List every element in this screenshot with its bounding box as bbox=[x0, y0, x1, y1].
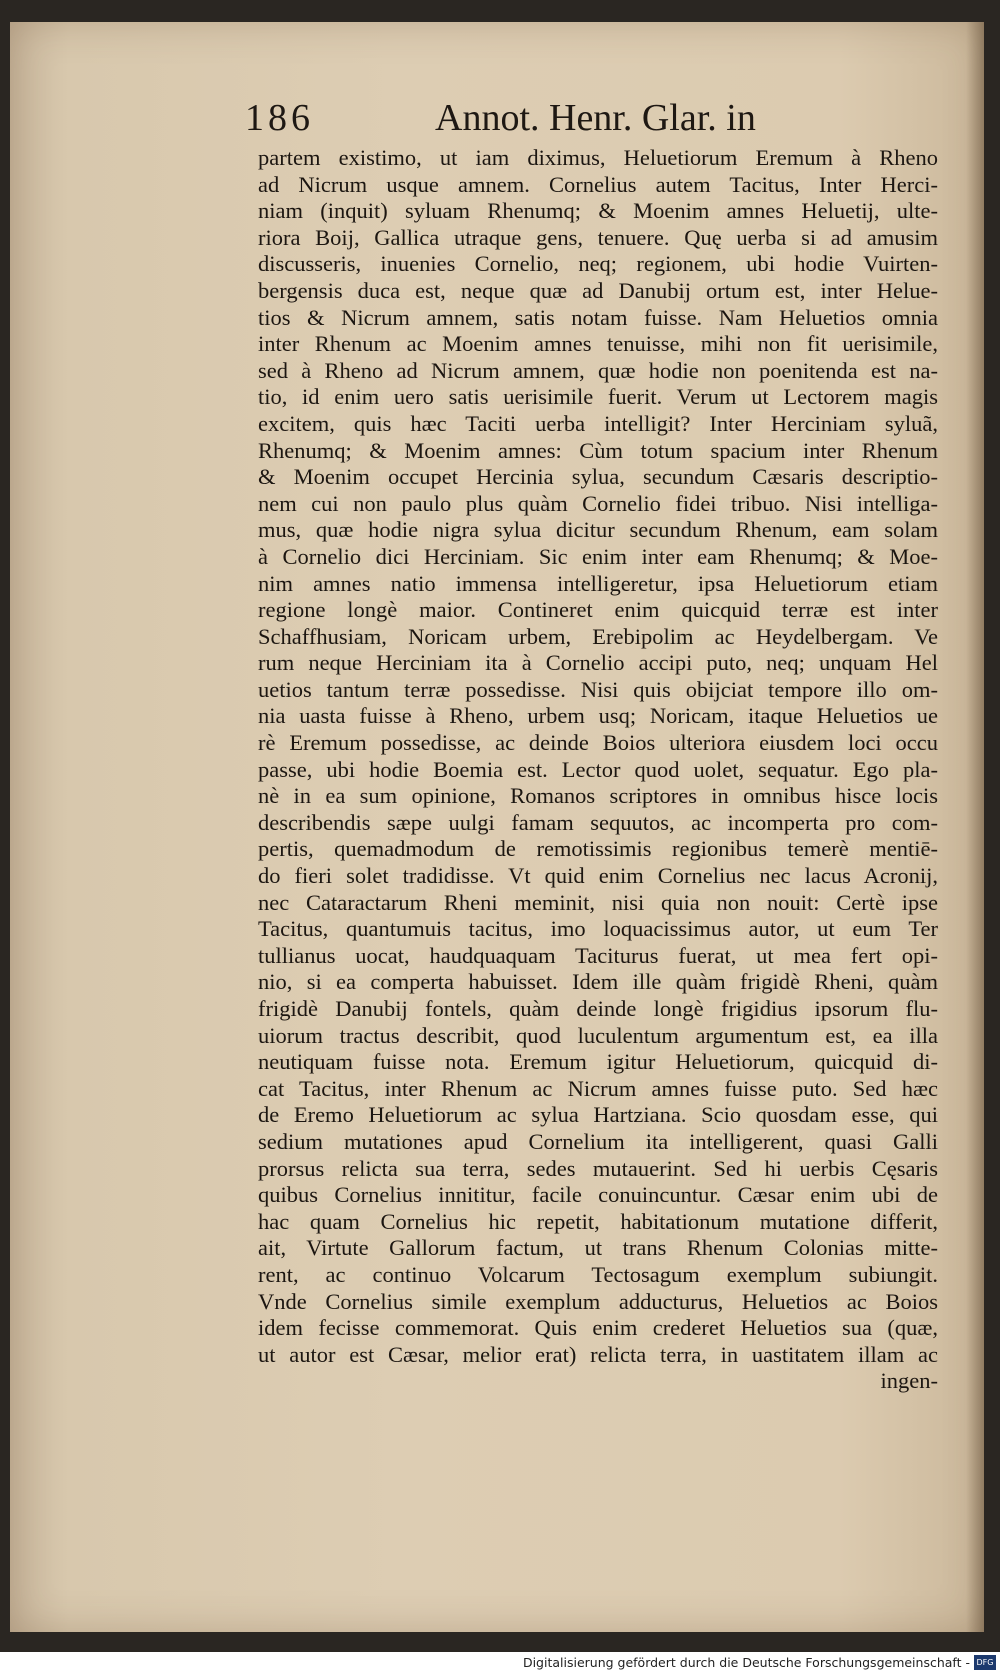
text-line: rent, ac continuo Volcarum Tectosagum exemplum subiungit. bbox=[258, 1261, 938, 1287]
dfg-logo-icon: DFG bbox=[974, 1655, 996, 1670]
text-line: nio, si ea comperta habuisset. Idem ille quàm frigidè Rheni, quàm bbox=[258, 969, 938, 995]
text-line: describendis sæpe uulgi famam sequutos, ac incomperta pro com- bbox=[258, 809, 938, 835]
text-line: tio, id enim uero satis uerisimile fuerit. Verum ut Lectorem magis bbox=[258, 384, 938, 410]
text-line: & Moenim occupet Hercinia sylua, secundum Cæsaris descriptio- bbox=[258, 464, 938, 490]
text-line: passe, ubi hodie Boemia est. Lector quod uolet, sequatur. Ego pla- bbox=[258, 756, 938, 782]
text-line: nè in ea sum opinione, Romanos scriptores in omnibus hisce locis bbox=[258, 783, 938, 809]
catchword: ingen- bbox=[880, 1368, 938, 1394]
text-line: nim amnes natio immensa intelligeretur, ipsa Heluetiorum etiam bbox=[258, 570, 938, 596]
text-line: sedium mutationes apud Cornelium ita intelligerent, quasi Galli bbox=[258, 1128, 938, 1154]
text-line: tullianus uocat, haudquaquam Taciturus fuerat, ut mea fert opi- bbox=[258, 942, 938, 968]
page-header bbox=[245, 96, 820, 144]
text-line: partem existimo, ut iam diximus, Heluetiorum Eremum à Rheno bbox=[258, 145, 938, 170]
text-line: pertis, quemadmodum de remotissimis regionibus temerè mentiē- bbox=[258, 836, 938, 862]
page-edge-shadow bbox=[966, 22, 984, 1632]
text-line: mus, quæ hodie nigra sylua dicitur secundum Rhenum, eam solam bbox=[258, 517, 938, 543]
text-line: Tacitus, quantumuis tacitus, imo loquacissimus autor, ut eum Ter bbox=[258, 916, 938, 942]
text-line: niam (inquit) syluam Rhenumq; & Moenim amnes Heluetij, ulte- bbox=[258, 198, 938, 224]
text-line: nia uasta fuisse à Rheno, urbem usq; Noricam, itaque Heluetios ue bbox=[258, 703, 938, 729]
page-number: 186 bbox=[245, 97, 314, 139]
text-line: uetios tantum terræ possedisse. Nisi quis obijciat tempore illo om- bbox=[258, 676, 938, 702]
text-line: bergensis duca est, neque quæ ad Danubij ortum est, inter Helue- bbox=[258, 277, 938, 303]
text-line: à Cornelio dici Herciniam. Sic enim inter eam Rhenumq; & Moe- bbox=[258, 543, 938, 569]
text-line: inter Rhenum ac Moenim amnes tenuisse, mihi non fit uerisimile, bbox=[258, 331, 938, 357]
text-line: de Eremo Heluetiorum ac sylua Hartziana. Scio quosdam esse, qui bbox=[258, 1102, 938, 1128]
text-line: nem cui non paulo plus quàm Cornelio fidei tribuo. Nisi intelliga- bbox=[258, 490, 938, 516]
text-line: ad Nicrum usque amnem. Cornelius autem Tacitus, Inter Herci- bbox=[258, 171, 938, 197]
text-line: nec Cataractarum Rheni meminit, nisi quia non nouit: Certè ipse bbox=[258, 889, 938, 915]
text-line: Schaffhusiam, Noricam urbem, Erebipolim ac Heydelbergam. Ve bbox=[258, 623, 938, 649]
text-line: ait, Virtute Gallorum factum, ut trans Rhenum Colonias mitte- bbox=[258, 1235, 938, 1261]
running-title: Annot. Henr. Glar. in bbox=[435, 97, 756, 139]
text-line: uiorum tractus describit, quod luculentum argumentum est, ea illa bbox=[258, 1022, 938, 1048]
text-line: cat Tacitus, inter Rhenum ac Nicrum amnes fuisse puto. Sed hæc bbox=[258, 1075, 938, 1101]
text-line: rum neque Herciniam ita à Cornelio accipi puto, neq; unquam Hel bbox=[258, 650, 938, 676]
text-line: Rhenumq; & Moenim amnes: Cùm totum spacium inter Rhenum bbox=[258, 437, 938, 463]
funding-notice: Digitalisierung gefördert durch die Deutsche Forschungsgemeinschaft - bbox=[522, 1655, 970, 1670]
text-line: riora Boij, Gallica utraque gens, tenuere. Quę uerba si ad amusim bbox=[258, 224, 938, 250]
text-line: idem fecisse commemorat. Quis enim crederet Heluetios sua (quæ, bbox=[258, 1315, 938, 1341]
text-line: tios & Nicrum amnem, satis notam fuisse. Nam Heluetios omnia bbox=[258, 304, 938, 330]
text-line: Vnde Cornelius simile exemplum adducturus, Heluetios ac Boios bbox=[258, 1288, 938, 1314]
text-line: ut autor est Cæsar, melior erat) relicta terra, in uastitatem illam ac bbox=[258, 1341, 938, 1367]
text-line: rè Eremum possedisse, ac deinde Boios ulteriora eiusdem loci occu bbox=[258, 730, 938, 756]
text-line: frigidè Danubij fontels, quàm deinde longè frigidius ipsorum flu- bbox=[258, 996, 938, 1021]
text-line: regione longè maior. Contineret enim quicquid terræ est inter bbox=[258, 597, 938, 623]
footer-bar bbox=[0, 1652, 1000, 1676]
body-text bbox=[258, 145, 938, 1395]
text-line: quibus Cornelius innititur, facile conuincuntur. Cæsar enim ubi de bbox=[258, 1182, 938, 1208]
text-line: excitem, quis hæc Taciti uerba intelligit? Inter Herciniam syluã, bbox=[258, 410, 938, 436]
text-line: do fieri solet tradidisse. Vt quid enim Cornelius nec lacus Acronij, bbox=[258, 863, 938, 889]
text-line: hac quam Cornelius hic repetit, habitationum mutatione differit, bbox=[258, 1208, 938, 1234]
text-line: discusseris, inuenies Cornelio, neq; regionem, ubi hodie Vuirten- bbox=[258, 251, 938, 277]
text-line: neutiquam fuisse nota. Eremum igitur Heluetiorum, quicquid di- bbox=[258, 1049, 938, 1075]
text-line: sed à Rheno ad Nicrum amnem, quæ hodie non poenitenda est na- bbox=[258, 357, 938, 383]
text-line: prorsus relicta sua terra, sedes mutauerint. Sed hi uerbis Cęsaris bbox=[258, 1155, 938, 1181]
